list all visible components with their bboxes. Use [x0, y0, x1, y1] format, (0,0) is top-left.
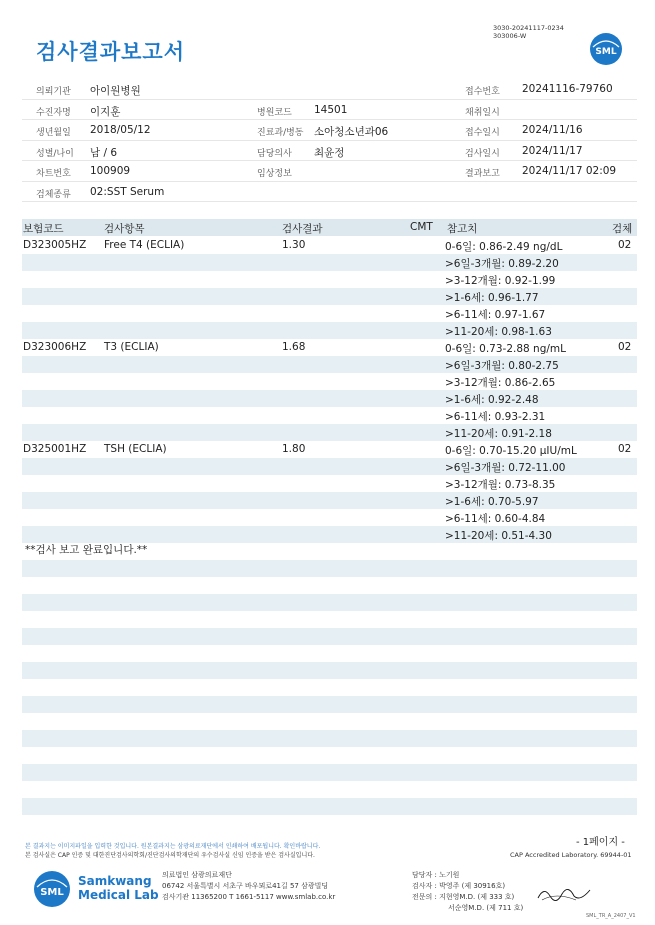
results-table-body: [22, 237, 637, 815]
cell-specimen: 02: [618, 239, 632, 251]
table-row: [22, 594, 637, 611]
addr-line-3: 검사기관 11365200 T 1661-5117 www.smlab.co.kr: [162, 893, 336, 901]
patient-info: [22, 79, 637, 202]
sml-footer-logo-icon: [33, 870, 71, 908]
addr-line-2: 06742 서울특별시 서초구 바우뫼로41길 57 삼광빌딩: [162, 882, 329, 890]
doc-code-2: 303006-W: [493, 32, 527, 40]
staff-line-1: 담당자 : 노기원: [412, 871, 460, 879]
header-cmt: CMT: [410, 221, 433, 233]
document-codes: [493, 24, 564, 40]
header-reference: 참고치: [447, 223, 478, 235]
brand-name: [78, 874, 159, 902]
info-row: [22, 79, 637, 100]
cell-reference: >6일-3개월: 0.89-2.20: [445, 258, 559, 270]
table-row: [22, 271, 637, 288]
info-label: 검사일시: [465, 148, 500, 159]
info-label: 병원코드: [257, 107, 292, 118]
cell-result: 1.80: [282, 443, 306, 455]
table-row: [22, 730, 637, 747]
info-value: 최윤정: [314, 146, 345, 159]
table-row: [22, 662, 637, 679]
info-value: 100909: [90, 165, 131, 177]
table-row: [22, 458, 637, 475]
form-code: SML_TR_A_2407_V1: [586, 913, 636, 919]
table-row: [22, 441, 637, 458]
table-row: [22, 322, 637, 339]
cell-item: TSH (ECLIA): [104, 443, 167, 455]
cell-item: T3 (ECLIA): [104, 341, 159, 353]
info-value: 이지훈: [90, 105, 121, 118]
cell-reference: >1-6세: 0.96-1.77: [445, 292, 539, 304]
info-value: 20241116-79760: [522, 83, 613, 95]
table-row: [22, 339, 637, 356]
cell-reference: >3-12개월: 0.73-8.35: [445, 479, 556, 491]
table-row: [22, 492, 637, 509]
cell-reference: >1-6세: 0.92-2.48: [445, 394, 539, 406]
results-table-header: [22, 219, 637, 236]
table-row: [22, 509, 637, 526]
cell-reference: >1-6세: 0.70-5.97: [445, 496, 539, 508]
brand-line-1: Samkwang: [78, 874, 152, 888]
info-row: [22, 161, 637, 182]
lab-address: [162, 870, 335, 903]
cell-reference: >3-12개월: 0.86-2.65: [445, 377, 556, 389]
info-value: 14501: [314, 103, 348, 116]
cell-result: 1.68: [282, 341, 306, 353]
cell-reference: 0-6일: 0.86-2.49 ng/dL: [445, 241, 563, 253]
page-number: - 1페이지 -: [576, 837, 625, 848]
cell-reference: >6일-3개월: 0.72-11.00: [445, 462, 566, 474]
header-result: 검사결과: [282, 223, 323, 235]
cell-reference: >6-11세: 0.97-1.67: [445, 309, 546, 321]
table-row: [22, 696, 637, 713]
cell-reference: >3-12개월: 0.92-1.99: [445, 275, 556, 287]
cell-code: D323005HZ: [23, 239, 87, 251]
info-value: 2024/11/17 02:09: [522, 165, 617, 177]
info-row: [22, 141, 637, 162]
page-title: 검사결과보고서: [36, 40, 186, 64]
info-value: 2024/11/16: [522, 124, 583, 136]
table-row: [22, 237, 637, 254]
info-value: 2024/11/17: [522, 144, 583, 157]
info-label: 담당의사: [257, 148, 292, 159]
info-label: 진료과/병동: [257, 128, 304, 138]
cell-reference: 0-6일: 0.73-2.88 ng/mL: [445, 343, 566, 355]
cell-reference: 0-6일: 0.70-15.20 µIU/mL: [445, 445, 577, 457]
cell-reference: >6-11세: 0.60-4.84: [445, 513, 546, 525]
table-row: [22, 713, 637, 730]
cap-accreditation: CAP Accredited Laboratory. 69944-01: [510, 851, 632, 859]
info-label: 생년월일: [36, 128, 71, 138]
staff-line-4: 서순영M.D. (제 711 호): [448, 904, 524, 912]
doc-code-1: 3030-20241117-0234: [493, 24, 564, 32]
cell-code: D323006HZ: [23, 341, 87, 353]
table-row: [22, 305, 637, 322]
info-value: 아이원병원: [90, 85, 141, 97]
cell-reference: >11-20세: 0.98-1.63: [445, 326, 552, 338]
signature-icon: [536, 880, 592, 906]
cell-result: 1.30: [282, 239, 306, 251]
info-label: 성별/나이: [36, 148, 74, 159]
table-row: [22, 560, 637, 577]
table-row: [22, 798, 637, 815]
brand-line-2: Medical Lab: [78, 888, 159, 902]
info-label: 의뢰기관: [36, 87, 71, 97]
table-row: [22, 254, 637, 271]
table-row: [22, 628, 637, 645]
cell-reference: >6-11세: 0.93-2.31: [445, 411, 546, 423]
info-label: 접수번호: [465, 87, 500, 97]
info-label: 검체종류: [36, 189, 71, 200]
info-label: 수진자명: [36, 107, 71, 118]
table-row: [22, 390, 637, 407]
cell-reference: >6일-3개월: 0.80-2.75: [445, 360, 559, 372]
table-row: [22, 424, 637, 441]
table-row: [22, 611, 637, 628]
info-label: 결과보고: [465, 169, 500, 179]
table-row: [22, 356, 637, 373]
info-label: 차트번호: [36, 169, 71, 179]
header-test-item: 검사항목: [104, 223, 145, 235]
staff-line-2: 검사자 : 박영주 (제 30916호): [412, 882, 506, 890]
info-row: [22, 100, 637, 121]
addr-line-1: 의료법인 삼광의료재단: [162, 871, 232, 879]
info-row: [22, 120, 637, 141]
table-row: [22, 747, 637, 764]
logo-text: SML: [595, 47, 617, 57]
info-row: [22, 182, 637, 203]
info-label: 임상정보: [257, 169, 292, 179]
notice-text: 본 결과지는 이미지파일을 입력한 것입니다. 원본결과지는 삼광의료재단에서 인쇄하여 배포됩니다. 확인바랍니다.: [25, 843, 321, 850]
header-insurance-code: 보험코드: [23, 223, 64, 235]
info-label: 접수일시: [465, 128, 500, 138]
table-row: [22, 764, 637, 781]
table-row: [22, 645, 637, 662]
table-row: [22, 781, 637, 798]
table-row: [22, 577, 637, 594]
footer-logo-text: SML: [40, 887, 64, 898]
cell-specimen: 02: [618, 341, 632, 353]
info-value: 소아청소년과06: [314, 126, 389, 138]
info-label: 채취일시: [465, 107, 500, 118]
staff-info: [412, 870, 523, 914]
table-row: [22, 679, 637, 696]
cell-reference: >11-20세: 0.91-2.18: [445, 428, 552, 440]
cell-reference: >11-20세: 0.51-4.30: [445, 530, 552, 542]
staff-line-3: 전문의 : 지현영M.D. (제 333 호): [412, 893, 515, 901]
header-specimen: 검체: [612, 223, 633, 235]
info-value: 02:SST Serum: [90, 185, 165, 198]
table-row: [22, 407, 637, 424]
cell-code: D325001HZ: [23, 443, 87, 455]
accreditation-text: 본 검사실은 CAP 인증 및 대한진단검사의학회/진단검사의학재단의 우수검사실 신임 인증을 받은 검사실입니다.: [25, 852, 315, 859]
info-value: 남 / 6: [90, 146, 118, 159]
table-row: [22, 288, 637, 305]
cell-specimen: 02: [618, 443, 632, 455]
table-row: [22, 373, 637, 390]
report-complete-note: **검사 보고 완료입니다.**: [25, 544, 148, 556]
cell-item: Free T4 (ECLIA): [104, 239, 185, 251]
table-row: [22, 475, 637, 492]
table-row: [22, 526, 637, 543]
sml-logo-icon: [589, 32, 623, 66]
info-value: 2018/05/12: [90, 124, 151, 136]
